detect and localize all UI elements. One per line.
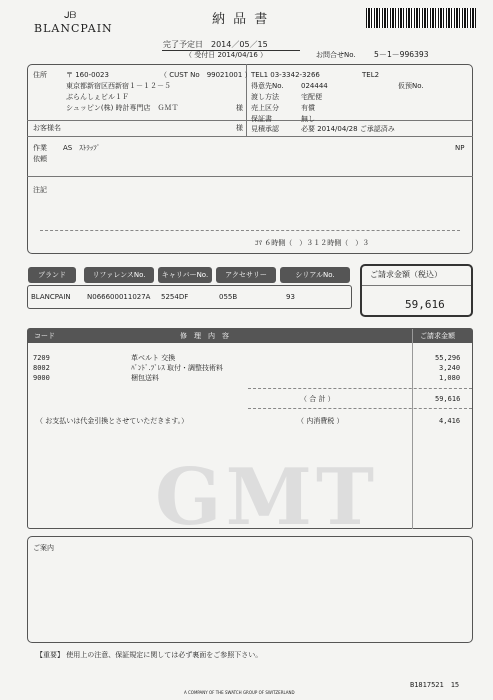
repair-amount-1: 3,240 — [439, 364, 461, 372]
repair-code-2: 9000 — [33, 374, 50, 382]
info-label-1: 渡し方法 — [251, 93, 279, 101]
address-line-2: ぶらんしぇビル１Ｆ — [66, 93, 129, 101]
blancpain-logo-icon: ᒍᗷ — [64, 11, 77, 21]
tax-amount: 4,416 — [439, 417, 461, 425]
work-np: NP — [455, 144, 465, 152]
received-date: （ 受付日 2014/04/16 ） — [185, 51, 268, 59]
accessory-header: アクセサリー — [216, 267, 276, 283]
barcode — [366, 8, 476, 28]
cust-number: （ CUST No 99021001 ） — [160, 71, 252, 79]
reference-value: N066600011027A — [87, 293, 151, 301]
info-label-2: 売上区分 — [251, 104, 279, 112]
address-label: 住所 — [33, 71, 47, 79]
billing-label: ご請求金額（税込） — [370, 270, 442, 279]
amount-header: ご請求金額 — [420, 332, 455, 340]
note-label: 注記 — [33, 186, 47, 194]
swatch-group-note: A COMPANY OF THE SWATCH GROUP OF SWITZERLAND — [184, 690, 295, 695]
code-header: コード — [34, 332, 55, 340]
address-line-3: シュッピン(株) 時計専門店 ＧＭＴ — [66, 104, 179, 112]
customer-sama: 様 — [236, 124, 243, 132]
info-value-4: 必要 2014/04/28 ご承認済み — [301, 125, 395, 133]
repair-desc-2: 梱包送料 — [131, 374, 159, 382]
info-label-4: 見積承認 — [251, 125, 279, 133]
repair-code-0: 7209 — [33, 354, 50, 362]
provisional-label: 仮预No. — [398, 82, 424, 90]
gmt-watermark: GMT — [155, 452, 378, 543]
address-sama: 様 — [236, 104, 243, 112]
reference-header: リファレンスNo. — [84, 267, 154, 283]
serial-value: 93 — [286, 293, 295, 301]
repair-desc-0: 革ベルト 交換 — [131, 354, 176, 362]
work-label: 作業 — [33, 144, 47, 152]
tel2: TEL2 — [362, 71, 380, 79]
brand-logo: BLANCPAIN — [34, 22, 113, 35]
accessory-value: 055B — [219, 293, 238, 301]
repair-code-1: 8002 — [33, 364, 50, 372]
repair-amount-2: 1,080 — [439, 374, 461, 382]
info-value-0: 024444 — [301, 82, 328, 90]
info-label-3: 保証書 — [251, 115, 272, 123]
content-header: 修 理 内 容 — [180, 332, 229, 340]
brand-value: BLANCPAIN — [31, 293, 71, 301]
tax-label: （ 内消費税 ） — [297, 417, 344, 425]
info-label-0: 得意先No. — [251, 82, 284, 90]
info-value-2: 有償 — [301, 104, 315, 112]
product-row — [27, 285, 352, 309]
address-line-1: 東京都新宿区西新宿１－１２－５ — [66, 82, 171, 90]
tel1: TEL1 03-3342-3266 — [251, 71, 320, 79]
guide-box — [27, 536, 473, 643]
brand-header: ブランド — [28, 267, 76, 283]
caliber-value: 5254DF — [161, 293, 189, 301]
payment-note: （ お支払いは代金引換とさせていただきます。） — [36, 417, 189, 425]
info-value-3: 無し — [301, 115, 315, 123]
document-code: B1817521 15 — [410, 681, 460, 689]
serial-header: シリアルNo. — [280, 267, 350, 283]
complete-date: 完了予定日 2014／05／15 — [163, 40, 268, 49]
repair-desc-1: ﾊﾞﾝﾄﾞ.ﾌﾞﾚｽ 取付・調整技術料 — [131, 364, 223, 372]
document-title: 納 品 書 — [212, 12, 270, 27]
billing-amount: 59,616 — [405, 298, 445, 311]
guide-label: ご案内 — [33, 544, 54, 552]
customer-name-label: お客様名 — [33, 124, 61, 132]
work-value: AS ｽﾄﾗｯﾌﾟ — [63, 144, 101, 152]
hand-position-note: ｺﾏ ６時側（ ）３１２時側（ ）３ — [255, 239, 370, 247]
repair-header-bar — [28, 329, 472, 343]
total-label: （ 合 計 ） — [300, 395, 335, 403]
repair-amount-0: 55,296 — [435, 354, 461, 362]
total-amount: 59,616 — [435, 395, 461, 403]
caliber-header: キャリバーNo. — [158, 267, 212, 283]
inquiry-number: 5－1－996393 — [374, 50, 429, 59]
request-label: 依頼 — [33, 155, 47, 163]
inquiry-label: お問合せNo. — [316, 51, 356, 59]
info-value-1: 宅配便 — [301, 93, 322, 101]
zip-code: 〒 160-0023 — [66, 71, 109, 79]
important-note: 【重要】 使用上の注意、保証規定に関しては必ず裏面をご参照下さい。 — [36, 651, 263, 659]
